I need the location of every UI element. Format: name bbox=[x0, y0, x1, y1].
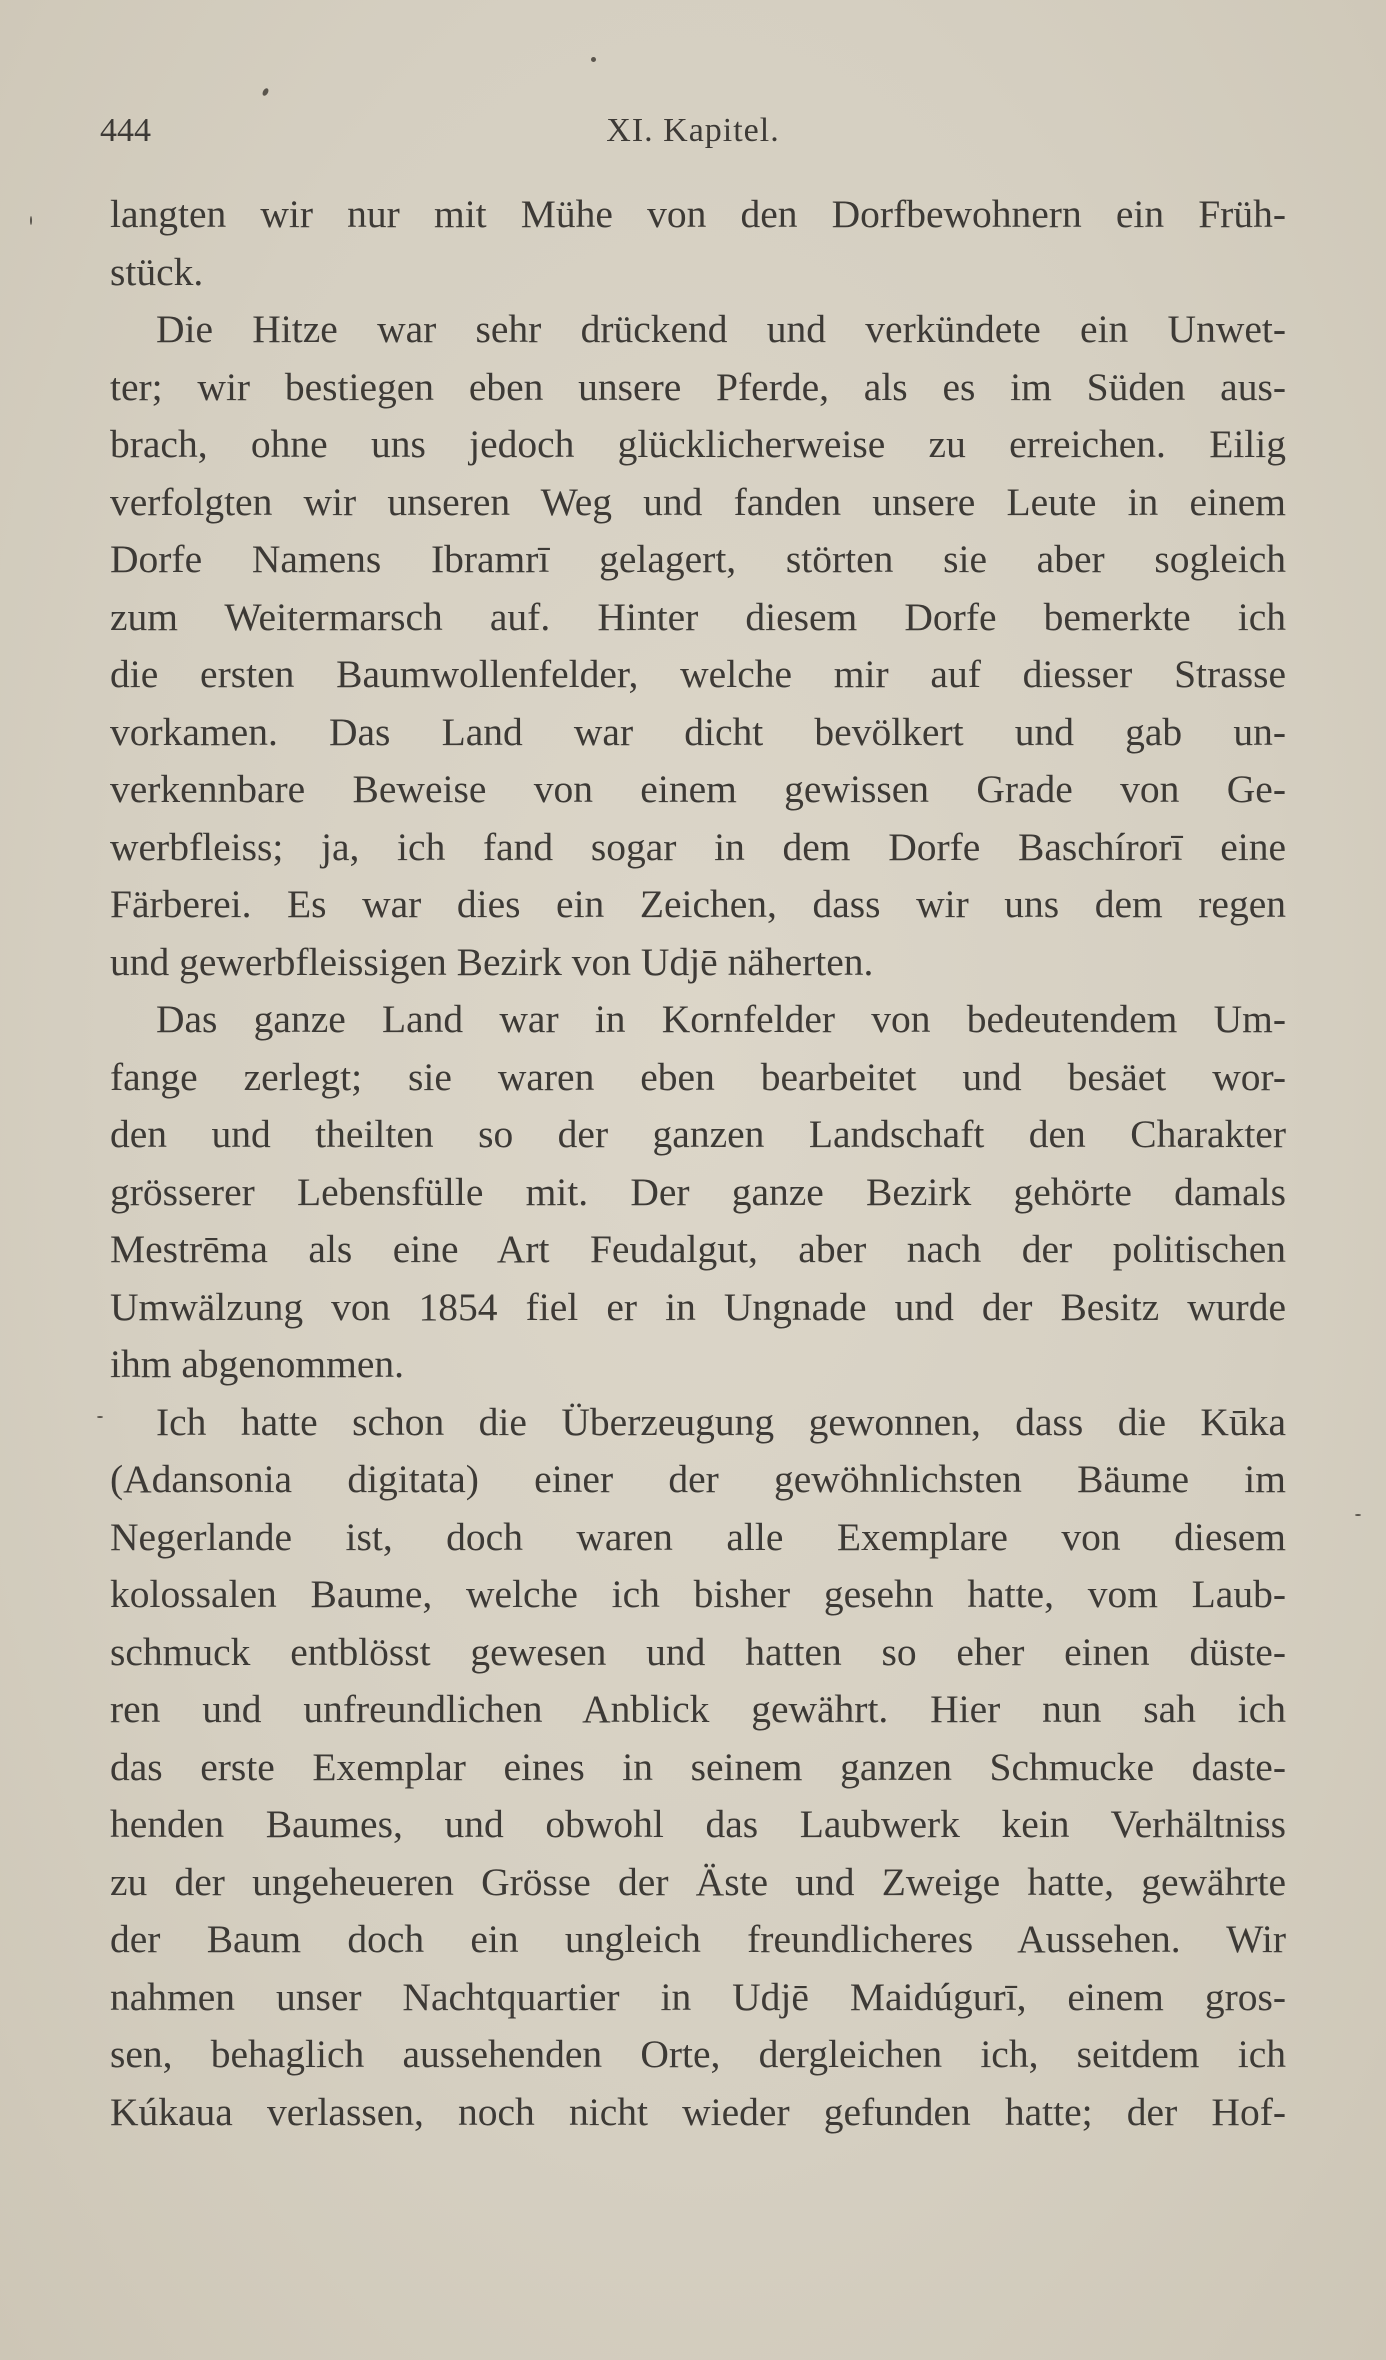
text-line: schmuck entblösst gewesen und hatten so eher einen düste- bbox=[110, 1629, 1286, 1674]
text-line: Das ganze Land war in Kornfelder von bedeutendem Um- bbox=[156, 997, 1286, 1041]
text-line: werbfleiss; ja, ich fand sogar in dem Dorfe Baschírorī eine bbox=[110, 824, 1286, 869]
text-line: vorkamen. Das Land war dicht bevölkert und gab un- bbox=[110, 709, 1286, 754]
text-line: Die Hitze war sehr drückend und verkündete ein Unwet- bbox=[156, 307, 1286, 351]
text-line: der Baum doch ein ungleich freundlicheres Aussehen. Wir bbox=[110, 1917, 1286, 1961]
text-line: nahmen unser Nachtquartier in Udjē Maidúgurī, einem gros- bbox=[110, 1974, 1286, 2019]
ink-speck bbox=[591, 57, 596, 62]
text-line: stück. bbox=[110, 249, 204, 294]
body-text bbox=[110, 186, 1286, 2141]
ink-speck bbox=[261, 87, 269, 96]
running-head: XI. Kapitel. bbox=[606, 112, 780, 149]
text-line: langten wir nur mit Mühe von den Dorfbewohnern ein Früh- bbox=[110, 192, 1286, 236]
text-line: ihm abgenommen. bbox=[110, 1342, 404, 1386]
text-line: Dorfe Namens Ibramrī gelagert, störten sie aber sogleich bbox=[110, 537, 1286, 581]
text-line: die ersten Baumwollenfelder, welche mir auf diesser Strasse bbox=[110, 652, 1286, 696]
text-line: kolossalen Baume, welche ich bisher gesehn hatte, vom Laub- bbox=[110, 1572, 1286, 1616]
text-line: Umwälzung von 1854 fiel er in Ungnade und der Besitz wurde bbox=[110, 1284, 1286, 1329]
text-line: fange zerlegt; sie waren eben bearbeitet und besäet wor- bbox=[110, 1054, 1286, 1099]
text-line: grösserer Lebensfülle mit. Der ganze Bezirk gehörte damals bbox=[110, 1169, 1286, 1214]
text-line: verfolgten wir unseren Weg und fanden unsere Leute in einem bbox=[110, 479, 1286, 524]
text-line: verkennbare Beweise von einem gewissen Grade von Ge- bbox=[110, 767, 1286, 811]
text-line: und gewerbfleissigen Bezirk von Udjē näherten. bbox=[110, 939, 874, 984]
text-line: Ich hatte schon die Überzeugung gewonnen, dass die Kūka bbox=[156, 1399, 1286, 1444]
text-line: Färberei. Es war dies ein Zeichen, dass wir uns dem regen bbox=[110, 882, 1286, 926]
text-line: brach, ohne uns jedoch glücklicherweise zu erreichen. Eilig bbox=[110, 422, 1286, 466]
text-line: Negerlande ist, doch waren alle Exemplare von diesem bbox=[110, 1514, 1286, 1559]
text-line: zum Weitermarsch auf. Hinter diesem Dorfe bemerkte ich bbox=[110, 594, 1286, 639]
text-line: ren und unfreundlichen Anblick gewährt. Hier nun sah ich bbox=[110, 1687, 1286, 1731]
page-header bbox=[100, 112, 1286, 162]
ink-speck bbox=[1355, 1514, 1361, 1516]
text-line: Mestrēma als eine Art Feudalgut, aber nach der politischen bbox=[110, 1227, 1286, 1271]
ink-speck bbox=[97, 1416, 103, 1418]
text-line: zu der ungeheueren Grösse der Äste und Zweige hatte, gewährte bbox=[110, 1859, 1286, 1904]
page-number: 444 bbox=[100, 112, 151, 149]
text-line: henden Baumes, und obwohl das Laubwerk kein Verhältniss bbox=[110, 1802, 1286, 1846]
ink-speck bbox=[30, 216, 32, 225]
text-line: sen, behaglich aussehenden Orte, dergleichen ich, seitdem ich bbox=[110, 2032, 1286, 2076]
text-line: den und theilten so der ganzen Landschaft den Charakter bbox=[110, 1112, 1286, 1156]
text-line: das erste Exemplar eines in seinem ganzen Schmucke daste- bbox=[110, 1744, 1286, 1789]
text-line: (Adansonia digitata) einer der gewöhnlichsten Bäume im bbox=[110, 1457, 1286, 1501]
text-line: ter; wir bestiegen eben unsere Pferde, als es im Süden aus- bbox=[110, 364, 1286, 409]
text-line: Kúkaua verlassen, noch nicht wieder gefunden hatte; der Hof- bbox=[110, 2089, 1286, 2134]
